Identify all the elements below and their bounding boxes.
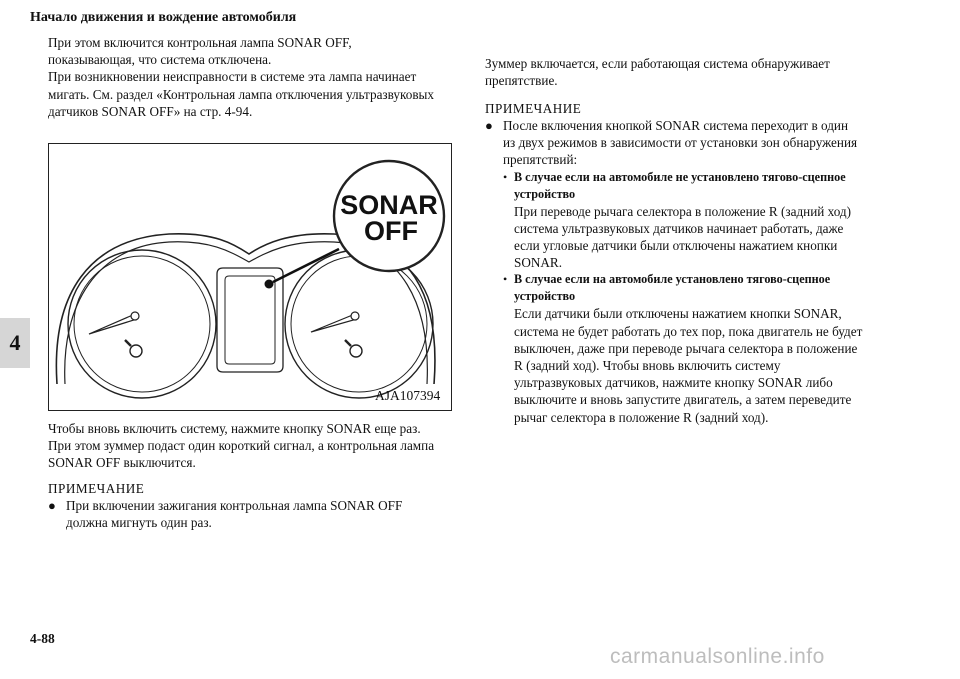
text-line: выключен, даже при переводе рычага селектора в положение (514, 340, 858, 356)
text-line: система не будет работать до тех пор, пока двигатель не будет (514, 323, 863, 339)
text-line: При этом включится контрольная лампа SONAR OFF, (48, 35, 352, 50)
chapter-tab (0, 318, 30, 368)
text-line: выключите и вновь запустите двигатель, а затем переведите (514, 392, 852, 408)
watermark: carmanualsonline.info (610, 645, 825, 668)
text-line: если угловые датчики были отключены нажатием кнопки (514, 238, 838, 254)
sub-item-towbar-text (514, 305, 905, 425)
sub-item-towbar (503, 271, 905, 305)
text-line: рычаг селектора в положение R (задний ход). (514, 409, 769, 425)
text-line: должна мигнуть один раз. (66, 515, 212, 531)
sub-item-no-towbar (503, 169, 905, 203)
text-line: из двух режимов в зависимости от установки зон обнаружения (503, 135, 858, 151)
instrument-cluster-figure (48, 143, 452, 411)
note-heading: ПРИМЕЧАНИЕ (48, 481, 145, 496)
sub-heading-line: В случае если на автомобиле установлено тягово-сцепное (514, 272, 831, 287)
callout-sonar: SONAR (340, 190, 438, 220)
sub-bullet-icon: • (503, 272, 508, 287)
callout-off: OFF (364, 216, 418, 246)
text-line: препятствий: (503, 152, 578, 168)
note-bullet (485, 117, 905, 169)
sub-heading-line: устройство (514, 186, 576, 201)
text-line: SONAR. (514, 255, 562, 271)
text-line: ультразвуковых датчиков, нажмите кнопку SONAR либо (514, 375, 833, 391)
left-note (48, 480, 468, 531)
text-line: При возникновении неисправности в системе эта лампа начинает (48, 69, 417, 85)
text-line: После включения кнопкой SONAR система переходит в один (503, 118, 849, 133)
figure-id: AJA107394 (375, 388, 441, 403)
text-line: датчиков SONAR OFF» на стр. 4-94. (48, 103, 253, 119)
sonar-off-indicator (265, 280, 274, 289)
text-line: При переводе рычага селектора в положение R (задний ход) (514, 203, 852, 219)
page-number: 4-88 (30, 631, 55, 646)
text-line: Зуммер включается, если работающая система обнаруживает (485, 56, 830, 71)
text-line: препятствие. (485, 73, 558, 89)
sub-bullet-icon: • (503, 169, 508, 184)
bullet-dot-icon: ● (485, 118, 493, 133)
right-intro-paragraph (485, 55, 905, 89)
left-intro-paragraph (48, 34, 468, 120)
text-line: R (задний ход). Чтобы вновь включить систему (514, 358, 781, 374)
text-line: мигать. См. раздел «Контрольная лампа отключения ультразвуковых (48, 86, 435, 102)
text-line: Если датчики были отключены нажатием кнопки SONAR, (514, 306, 842, 322)
page-header-title: Начало движения и вождение автомобиля (30, 10, 297, 25)
text-line: При включении зажигания контрольная лампа SONAR OFF (66, 498, 403, 513)
sub-heading-line: устройство (514, 289, 576, 304)
instrument-cluster-illustration (49, 144, 451, 410)
bullet-dot-icon: ● (48, 498, 56, 513)
note-heading: ПРИМЕЧАНИЕ (485, 101, 582, 116)
text-line: система ультразвуковых датчиков начинает работать, даже (514, 220, 844, 236)
sub-item-no-towbar-text (514, 203, 905, 272)
right-note (485, 100, 905, 426)
sub-heading-line: В случае если на автомобиле не установлено тягово-сцепное (514, 169, 846, 184)
note-bullet (48, 497, 468, 531)
text-line: При этом зуммер подаст один короткий сигнал, а контрольная лампа (48, 438, 435, 454)
text-line: показывающая, что система отключена. (48, 52, 272, 68)
text-line: Чтобы вновь включить систему, нажмите кнопку SONAR еще раз. (48, 421, 421, 436)
chapter-number: 4 (9, 330, 21, 355)
left-after-figure-paragraph (48, 420, 468, 472)
text-line: SONAR OFF выключится. (48, 455, 196, 471)
